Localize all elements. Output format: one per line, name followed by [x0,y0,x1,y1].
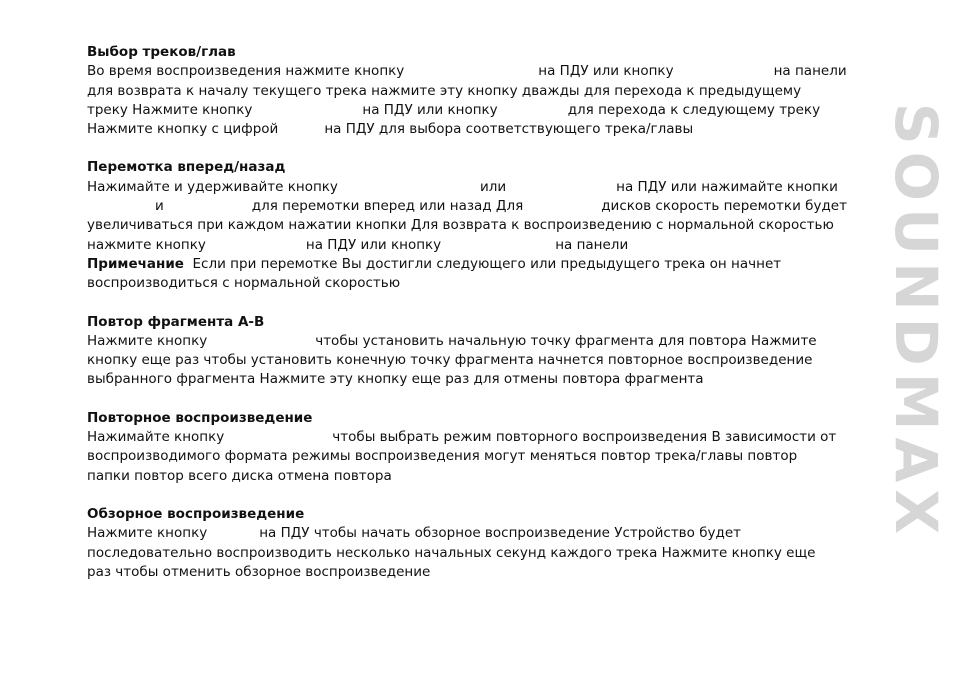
text-line: чтобы установить начальную точку фрагмента для повтора Нажмите [315,332,817,349]
text-line: на ПДУ или нажимайте кнопки [616,178,838,195]
text-line: на ПДУ чтобы начать обзорное воспроизведение Устройство будет [259,525,742,542]
text-line: Нажмите кнопку [87,332,208,349]
text-line: увеличиваться при каждом нажатии кнопки Для возврата к воспроизведению с нормальной скоростью [87,217,834,234]
text-line: Во время воспроизведения нажмите кнопку [87,63,405,80]
section-body [87,428,880,486]
section-body [87,332,880,390]
text-line: треку Нажмите кнопку [87,101,253,118]
text-line: дисков скорость перемотки будет [601,198,847,215]
brand-logo [882,45,950,598]
text-line: на ПДУ или кнопку [305,236,442,253]
text-line: на ПДУ для выбора соответствующего трека/главы [324,121,694,138]
note-text: воспроизводиться с нормальной скоростью [87,275,401,292]
text-line: на ПДУ или кнопку [538,63,674,80]
text-line: выбранного фрагмента Нажмите эту кнопку еще раз для отмены повтора фрагмента [87,371,704,388]
section-heading: Выбор треков/глав [87,44,236,60]
text-line: раз чтобы отменить обзорное воспроизведение [87,563,431,580]
section-fast-forward-rewind [87,158,880,293]
section-track-selection [87,43,880,139]
note-label: Примечание [87,255,184,272]
section-heading: Повтор фрагмента A-B [87,313,265,330]
text-line: на панели [773,63,847,80]
text-line: Нажимайте и удерживайте кнопку [87,178,338,195]
brand-logo-text: SOUNDMAX [882,102,950,541]
section-body [87,178,880,294]
text-line: воспроизводимого формата режимы воспроизведения могут меняться повтор трека/главы повтор [87,448,798,465]
text-line: на панели [555,236,629,253]
text-line: для возврата к началу текущего трека нажмите эту кнопку дважды для перехода к предыдущему [87,82,802,99]
section-heading: Обзорное воспроизведение [87,505,305,522]
text-line: Нажмите кнопку [87,525,208,542]
manual-page [87,43,880,601]
text-line: и [155,198,164,215]
section-repeat-playback [87,409,880,486]
text-line: на ПДУ или кнопку [362,101,498,118]
text-line: чтобы выбрать режим повторного воспроизведения В зависимости от [332,429,837,446]
note-text: Если при перемотке Вы достигли следующего или предыдущего трека он начнет [192,255,782,272]
section-ab-repeat [87,313,880,390]
text-line: Нажимайте кнопку [87,429,225,446]
section-heading: Перемотка вперед/назад [87,159,286,176]
text-line: Нажмите кнопку с цифрой [87,121,279,138]
text-line: папки повтор всего диска отмена повтора [87,467,392,484]
section-body [87,62,880,139]
text-line: для перемотки вперед или назад Для [251,198,524,215]
section-scan-playback [87,505,880,582]
text-line: кнопку еще раз чтобы установить конечную точку фрагмента начнется повторное воспроизведение [87,352,813,369]
text-line: последовательно воспроизводить несколько начальных секунд каждого трека Нажмите кнопку еще [87,544,816,561]
text-line: или [479,178,507,195]
section-body [87,524,880,582]
text-line: нажмите кнопку [87,236,206,253]
text-line: для перехода к следующему треку [567,101,821,118]
section-heading: Повторное воспроизведение [87,409,313,426]
